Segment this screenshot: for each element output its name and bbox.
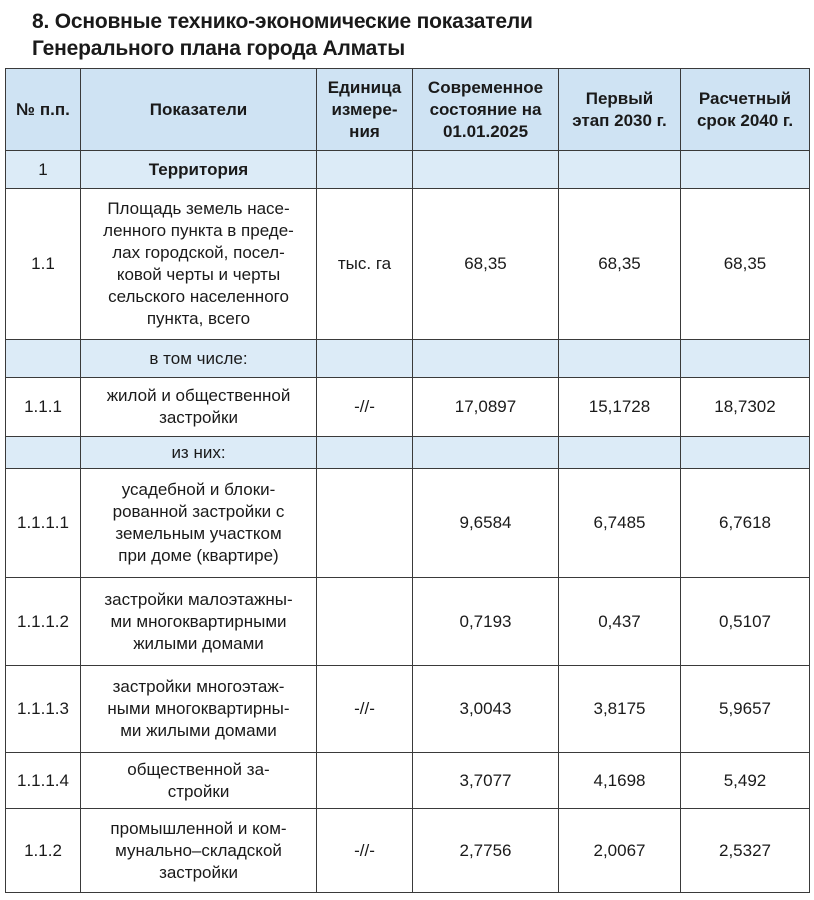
row-unit: -//- [317,666,413,753]
row-target: 18,7302 [681,378,810,437]
table-row [6,340,810,378]
header-stage-line: Первый [585,88,654,108]
header-current-line: 01.01.2025 [442,121,529,141]
header-unit-line: ния [349,121,380,141]
row-stage [559,340,681,378]
row-stage: 2,0067 [559,809,681,893]
row-stage [559,437,681,469]
row-stage: 3,8175 [559,666,681,753]
row-num: 1.1.1 [6,378,81,437]
row-current: 9,6584 [413,469,559,578]
indicator-line: промышленной и ком- [110,818,287,838]
header-unit-line: Единица [327,77,402,97]
row-indicator: Территория [81,151,317,189]
header-num: № п.п. [6,69,81,151]
row-unit: -//- [317,809,413,893]
row-stage: 15,1728 [559,378,681,437]
header-current-line: Современное [427,77,544,97]
row-stage: 68,35 [559,189,681,340]
indicator-line: застройки малоэтажны- [104,589,293,609]
table-row [6,189,810,340]
row-current: 68,35 [413,189,559,340]
row-current [413,340,559,378]
row-stage: 0,437 [559,578,681,666]
row-unit [317,340,413,378]
table-row [6,753,810,809]
row-target: 5,9657 [681,666,810,753]
row-num: 1.1.1.3 [6,666,81,753]
indicator-line: ми жилыми домами [120,721,277,740]
indicators-table [5,68,810,893]
row-target [681,437,810,469]
title-line-2: Генерального плана города Алматы [32,37,405,60]
row-num [6,340,81,378]
row-indicator [81,378,317,437]
row-indicator: в том числе: [81,340,317,378]
header-current [413,69,559,151]
row-num: 1 [6,151,81,189]
header-target [681,69,810,151]
row-indicator [81,666,317,753]
page-title [32,8,533,62]
header-indicator: Показатели [81,69,317,151]
row-unit [317,753,413,809]
indicator-line: лах городской, посел- [112,243,285,262]
indicator-line: общественной за- [127,759,270,779]
table-row [6,809,810,893]
table-header-row [6,69,810,151]
row-indicator [81,469,317,578]
header-stage [559,69,681,151]
row-current: 3,0043 [413,666,559,753]
row-stage: 6,7485 [559,469,681,578]
row-unit [317,469,413,578]
header-unit-line: измере- [331,99,398,119]
row-current: 3,7077 [413,753,559,809]
header-current-line: состояние на [429,99,542,119]
row-target: 0,5107 [681,578,810,666]
indicator-line: земельным участком [115,524,282,543]
row-target: 5,492 [681,753,810,809]
row-num [6,437,81,469]
row-target [681,340,810,378]
indicator-line: пункта, всего [146,309,251,328]
indicator-line: застройки [159,408,238,427]
row-indicator [81,809,317,893]
indicator-line: Площадь земель насе- [107,199,290,218]
row-num: 1.1.1.1 [6,469,81,578]
row-unit [317,578,413,666]
indicator-line: рованной застройки с [112,502,285,521]
indicator-line: стройки [167,781,230,801]
row-unit [317,151,413,189]
indicator-line: жилыми домами [133,633,264,653]
row-num: 1.1.1.4 [6,753,81,809]
row-target [681,151,810,189]
row-num: 1.1.2 [6,809,81,893]
table-row [6,469,810,578]
indicator-line: при доме (квартире) [118,546,279,565]
row-current: 2,7756 [413,809,559,893]
indicator-line: ленного пункта в преде- [103,221,294,240]
row-current [413,151,559,189]
row-target: 6,7618 [681,469,810,578]
title-line-1: 8. Основные технико-экономические показатели [32,10,533,33]
indicator-line: сельского населенного [108,287,289,306]
indicator-line: ми многоквартирными [110,611,287,631]
row-unit: -//- [317,378,413,437]
row-target: 68,35 [681,189,810,340]
row-unit [317,437,413,469]
row-target: 2,5327 [681,809,810,893]
header-unit [317,69,413,151]
header-target-line: Расчетный [698,88,792,108]
row-stage [559,151,681,189]
row-indicator [81,753,317,809]
indicator-line: ковой черты и черты [116,265,281,284]
row-indicator: из них: [81,437,317,469]
indicator-line: застройки многоэтаж- [112,677,285,696]
header-stage-line: этап 2030 г. [572,110,667,130]
indicator-line: жилой и общественной [106,386,291,405]
header-target-line: срок 2040 г. [696,110,794,130]
indicator-line: застройки [159,862,238,882]
table-row [6,437,810,469]
row-indicator [81,189,317,340]
table-row [6,578,810,666]
row-current: 17,0897 [413,378,559,437]
row-stage: 4,1698 [559,753,681,809]
row-indicator [81,578,317,666]
indicator-line: мунально–складской [115,840,282,860]
row-current: 0,7193 [413,578,559,666]
table-row [6,151,810,189]
row-num: 1.1 [6,189,81,340]
row-num: 1.1.1.2 [6,578,81,666]
table-row [6,666,810,753]
indicator-line: ными многоквартирны- [107,699,290,718]
indicator-line: усадебной и блоки- [121,480,276,499]
row-current [413,437,559,469]
row-unit: тыс. га [317,189,413,340]
table-row [6,378,810,437]
